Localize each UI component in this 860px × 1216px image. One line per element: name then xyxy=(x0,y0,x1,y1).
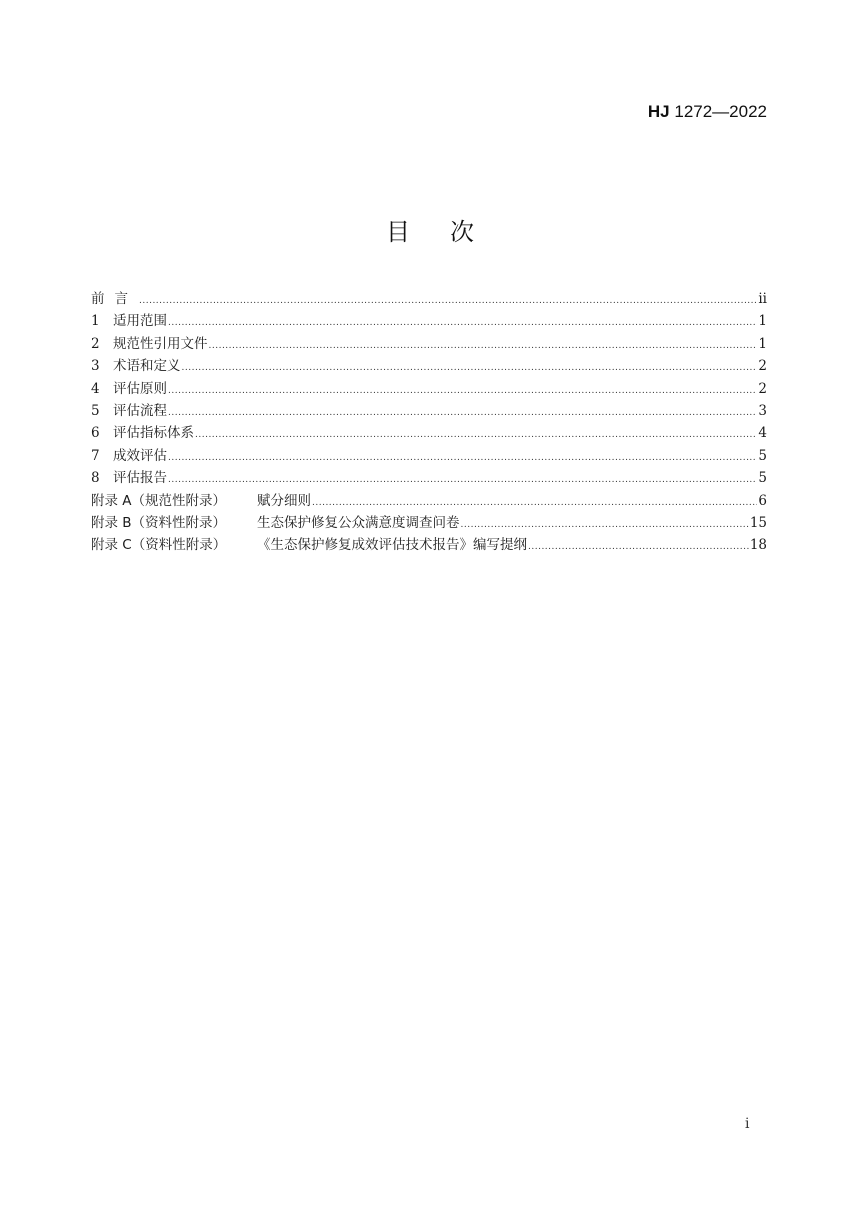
toc-entry[interactable] xyxy=(91,288,767,310)
toc-entry[interactable] xyxy=(91,534,767,556)
toc-entry[interactable] xyxy=(91,310,767,332)
toc-dot-leader xyxy=(461,512,749,536)
toc-entry-number: 5 xyxy=(91,402,100,419)
toc-entry-label: 成效评估 xyxy=(113,447,167,464)
toc-dot-leader xyxy=(182,355,758,379)
toc-entry-label: 评估流程 xyxy=(113,402,167,419)
toc-entry-label: 评估原则 xyxy=(113,380,167,397)
toc-entry-label: 适用范围 xyxy=(113,313,167,330)
toc-entry-page: 3 xyxy=(758,402,767,419)
toc-dot-leader xyxy=(312,490,757,514)
toc-entry-page: 15 xyxy=(749,514,767,531)
toc-entry-page: 5 xyxy=(758,470,767,487)
toc-entry-label: 生态保护修复公众满意度调查问卷 xyxy=(257,514,460,531)
standard-prefix: HJ xyxy=(647,102,670,121)
toc-dot-leader xyxy=(168,400,757,424)
toc-entry-label: 《生态保护修复成效评估技术报告》编写提纲 xyxy=(257,537,527,554)
toc-entry[interactable] xyxy=(91,333,767,355)
toc-entry-label: 评估报告 xyxy=(113,470,167,487)
toc-entry-appendix-prefix: 附录 A（规范性附录） xyxy=(91,492,227,509)
toc-dot-leader xyxy=(168,378,757,402)
toc-entry-page: ii xyxy=(758,291,767,307)
toc-entry-label: 术语和定义 xyxy=(113,358,181,375)
toc-dot-leader xyxy=(528,534,749,558)
toc-entry-page: 2 xyxy=(758,358,767,375)
toc-entry[interactable] xyxy=(91,355,767,377)
toc-entry-page: 18 xyxy=(749,537,767,554)
toc-dot-leader xyxy=(168,310,757,334)
toc-entry-number: 2 xyxy=(91,335,100,352)
toc-entry[interactable] xyxy=(91,445,767,467)
toc-entry-number: 1 xyxy=(91,313,100,330)
toc-entry-page: 5 xyxy=(758,447,767,464)
toc-entry-number: 7 xyxy=(91,447,100,464)
toc-entry-label: 赋分细则 xyxy=(257,492,311,509)
toc-entry-label: 规范性引用文件 xyxy=(113,335,208,352)
toc-entry-page: 6 xyxy=(758,492,767,509)
toc-entry[interactable] xyxy=(91,512,767,534)
toc-dot-leader xyxy=(139,288,757,312)
toc-entry-page: 2 xyxy=(758,380,767,397)
toc-entry-number: 6 xyxy=(91,425,100,442)
toc-entry-number: 3 xyxy=(91,358,100,375)
page-title: 目次 xyxy=(386,218,514,246)
toc-entry-label: 评估指标体系 xyxy=(113,425,194,442)
table-of-contents xyxy=(91,288,767,557)
toc-entry-page: 1 xyxy=(758,335,767,352)
toc-dot-leader xyxy=(168,467,757,491)
toc-entry[interactable] xyxy=(91,490,767,512)
standard-code xyxy=(648,102,767,122)
toc-entry-label: 前言 xyxy=(91,291,138,307)
toc-entry-appendix-prefix: 附录 B（资料性附录） xyxy=(91,514,227,531)
toc-dot-leader xyxy=(168,445,757,469)
toc-entry-page: 4 xyxy=(758,425,767,442)
toc-entry[interactable] xyxy=(91,378,767,400)
page-number: i xyxy=(745,1116,750,1132)
toc-entry[interactable] xyxy=(91,467,767,489)
toc-dot-leader xyxy=(195,422,757,446)
toc-entry-number: 8 xyxy=(91,470,100,487)
toc-entry[interactable] xyxy=(91,422,767,444)
toc-entry-appendix-prefix: 附录 C（资料性附录） xyxy=(91,537,227,554)
standard-number: 1272—2022 xyxy=(674,102,767,121)
toc-entry-number: 4 xyxy=(91,380,100,397)
toc-entry-page: 1 xyxy=(758,313,767,330)
toc-dot-leader xyxy=(209,333,758,357)
toc-entry[interactable] xyxy=(91,400,767,422)
